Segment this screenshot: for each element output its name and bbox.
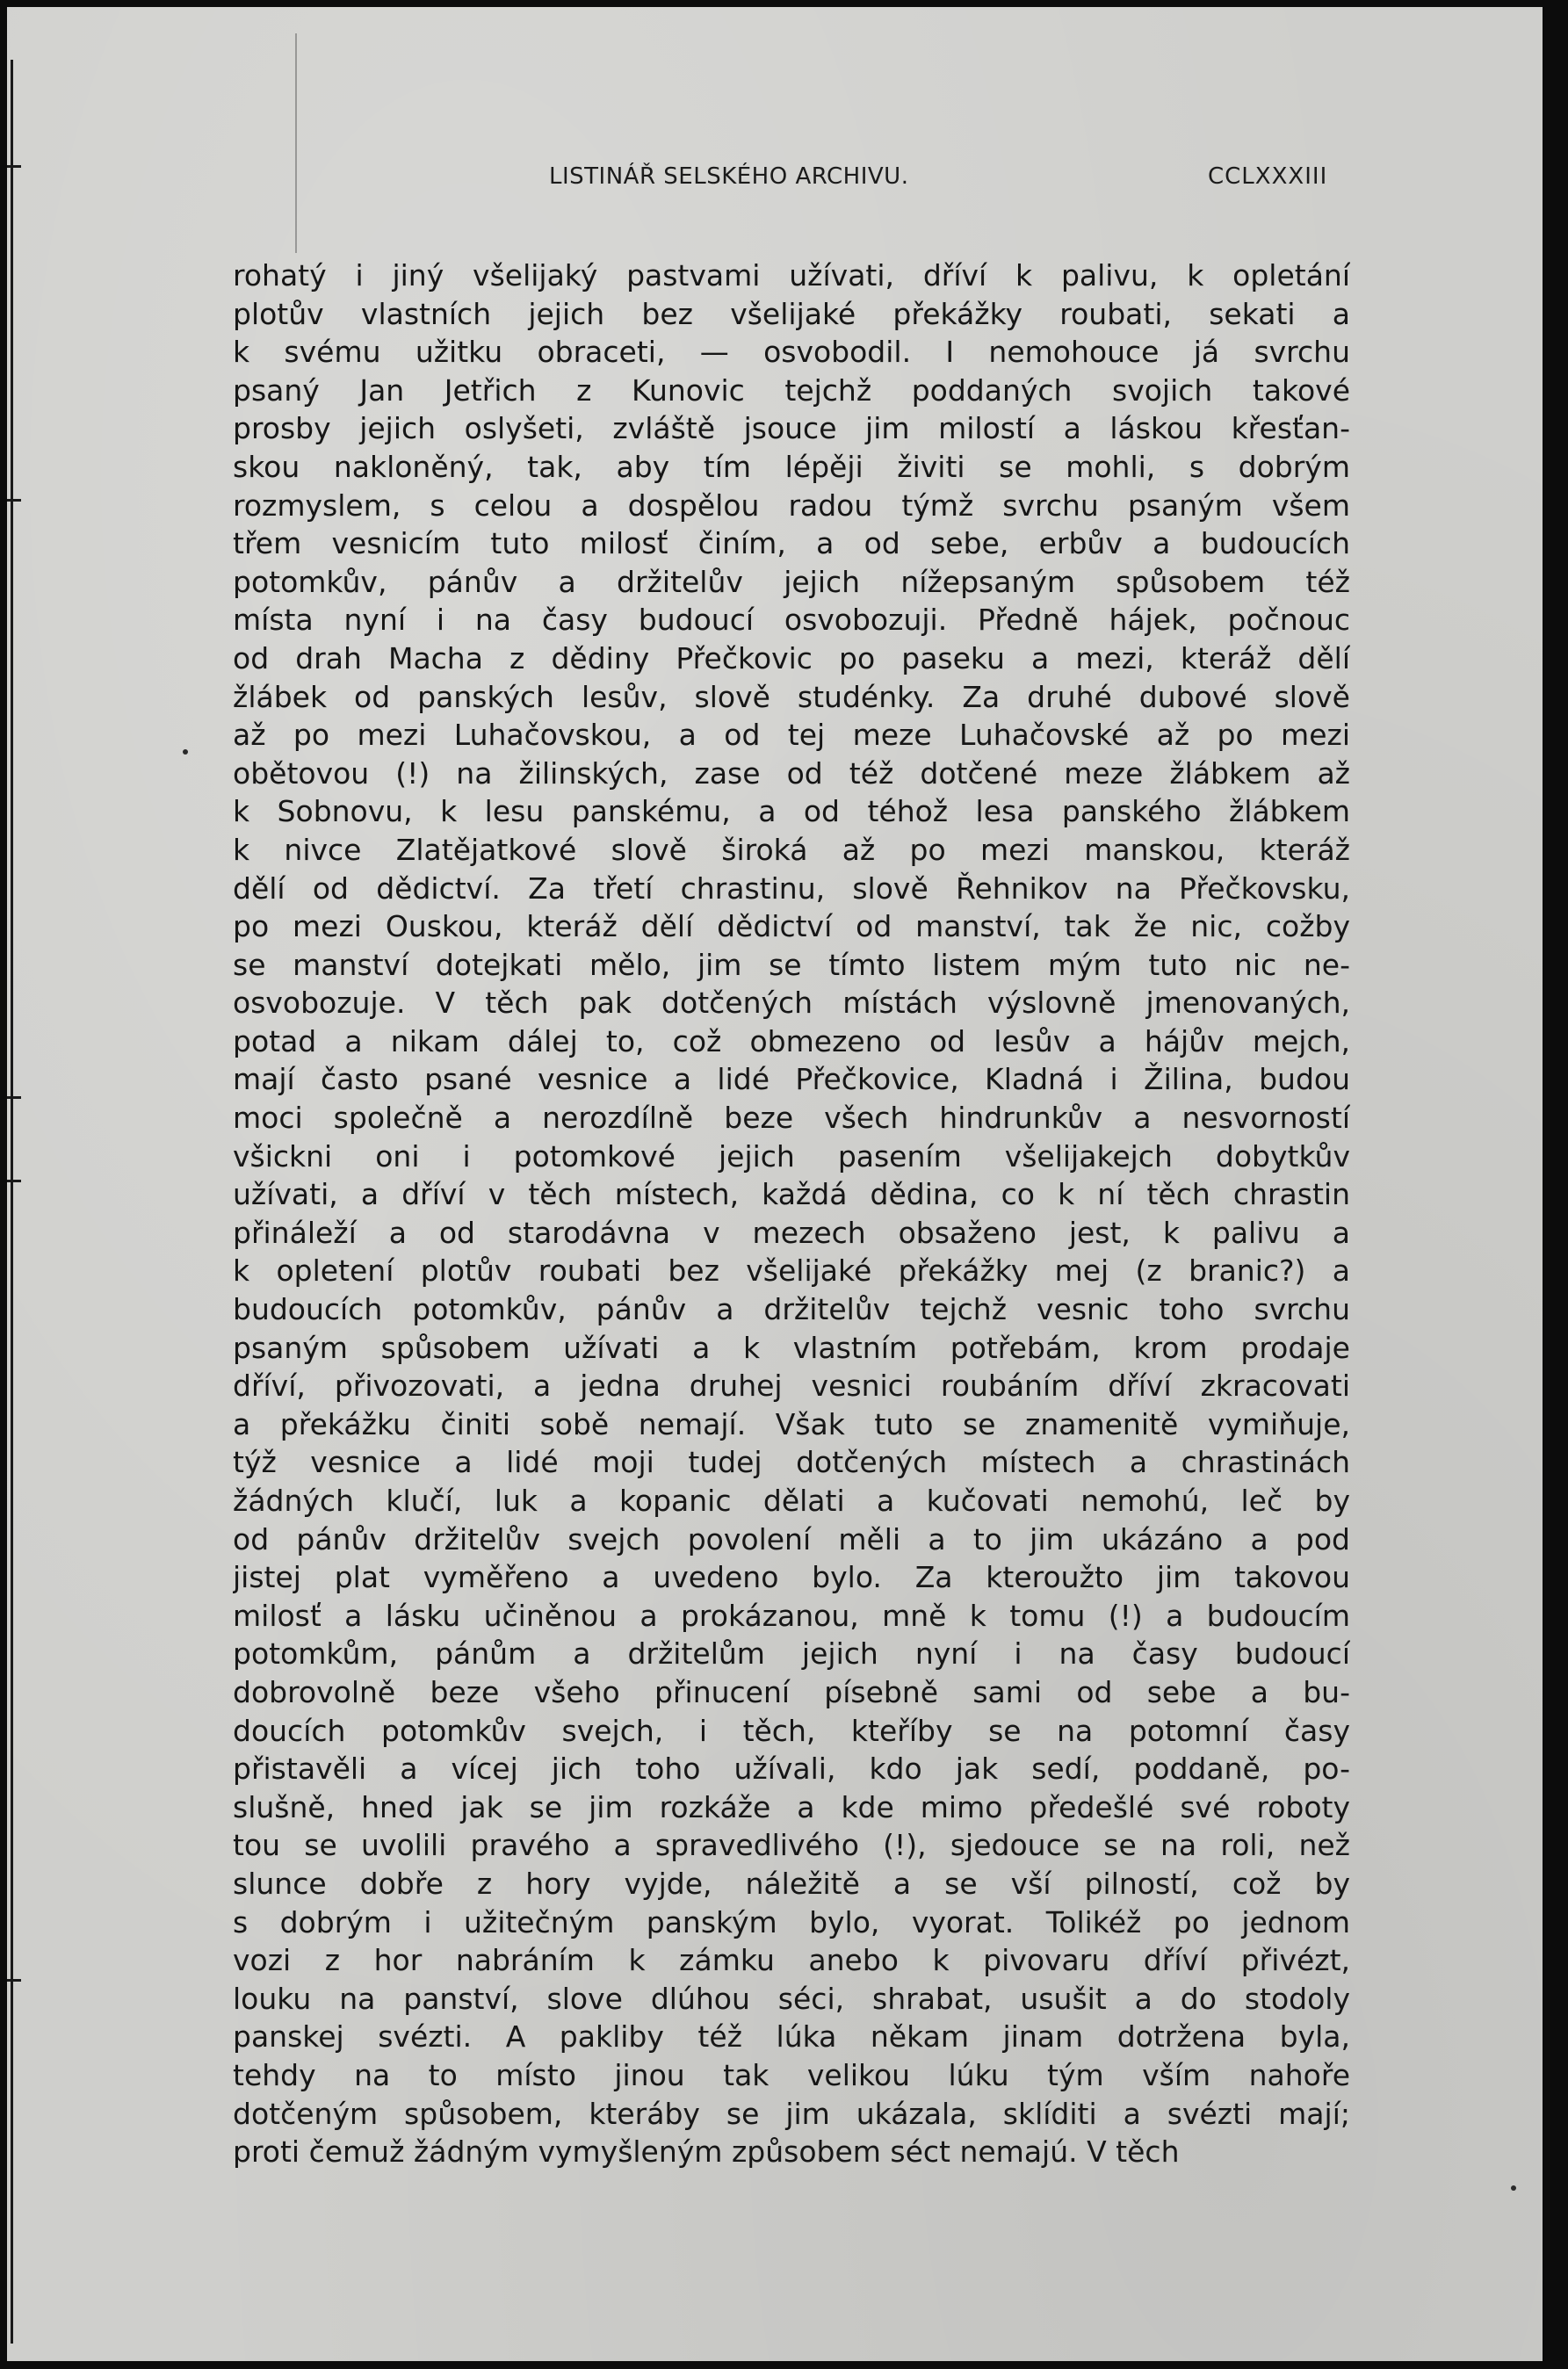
text-line: proti čemuž žádným vymyšleným způsobem séct nemajú. V těch [233,2134,1180,2170]
text-line: přistavěli a vícej jich toho užívali, kdo jak sedí, poddaně, po- [233,1751,1350,1787]
text-line: od drah Macha z dědiny Přečkovic po paseku a mezi, kteráž dělí [233,640,1350,675]
binding-mark [7,165,21,168]
text-line: k nivce Zlatějatkové slově široká až po mezi manskou, kteráž [233,832,1350,867]
text-line: týž vesnice a lidé moji tudej dotčených místech a chrastinách [233,1445,1350,1480]
text-line: psaný Jan Jetřich z Kunovic tejchž poddaných svojich takové [233,372,1350,408]
text-line: užívati, a dříví v těch místech, každá dědina, co k ní těch chrastin [233,1177,1350,1212]
text-line: dříví, přivozovati, a jedna druhej vesnici roubáním dříví zkracovati [233,1369,1350,1404]
body-text [233,256,1350,2171]
binding-mark [7,499,21,502]
text-line: místa nyní i na časy budoucí osvobozuji. Předně hájek, počnouc [233,603,1350,638]
text-line: potomkův, pánův a držitelův jejich nížepsaným spůsobem též [233,564,1350,599]
text-line: potomkům, pánům a držitelům jejich nyní i na časy budoucí [233,1636,1350,1672]
text-line: potad a nikam dálej to, což obmezeno od lesův a hájův mejch, [233,1023,1350,1058]
text-line: moci společně a nerozdílně beze všech hindrunkův a nesvorností [233,1101,1350,1136]
gutter-shadow [295,33,297,253]
text-line: osvobozuje. V těch pak dotčených místách výslovně jmenovaných, [233,986,1350,1021]
text-line: třem vesnicím tuto milosť činím, a od sebe, erbův a budoucích [233,526,1350,561]
page-number: CCLXXXIII [1208,163,1328,190]
text-line: louku na panství, slove dlúhou séci, shrabat, usušit a do stodoly [233,1981,1350,2016]
text-line: budoucích potomkův, pánův a držitelův tejchž vesnic toho svrchu [233,1292,1350,1327]
text-line: psaným spůsobem užívati a k vlastním potřebám, krom prodaje [233,1330,1350,1365]
text-line: mají často psané vesnice a lidé Přečkovice, Kladná i Žilina, budou [233,1062,1350,1097]
binding-mark [7,1180,21,1182]
text-line: k opletení plotův roubati bez všelijaké překážky mej (z branic?) a [233,1253,1350,1289]
running-title: LISTINÁŘ SELSKÉHO ARCHIVU. [549,163,909,190]
text-line: s dobrým i užitečným panským bylo, vyorat. Tolikéž po jednom [233,1904,1350,1939]
text-line: žlábek od panských lesův, slově studénky. Za druhé dubové slově [233,679,1350,714]
text-line: rozmyslem, s celou a dospělou radou týmž svrchu psaným všem [233,488,1350,523]
text-line: tou se uvolili pravého a spravedlivého (!), sjedouce se na roli, než [233,1828,1350,1863]
text-line: slunce dobře z hory vyjde, náležitě a se vší pilností, což by [233,1866,1350,1901]
text-line: tehdy na to místo jinou tak velikou lúku tým vším nahoře [233,2057,1350,2092]
text-line: až po mezi Luhačovskou, a od tej meze Luhačovské až po mezi [233,718,1350,753]
text-line: po mezi Ouskou, kteráž dělí dědictví od manství, tak že nic, cožby [233,909,1350,944]
ink-speck [183,749,188,755]
binding-edge [11,60,13,2344]
text-line: plotův vlastních jejich bez všelijaké překážky roubati, sekati a [233,296,1350,331]
text-line: k Sobnovu, k lesu panskému, a od téhož lesa panského žlábkem [233,794,1350,829]
text-line: žádných klučí, luk a kopanic dělati a kučovati nemohú, leč by [233,1484,1350,1518]
binding-mark [7,1979,21,1982]
text-line: skou nakloněný, tak, aby tím lépěji živiti se mohli, s dobrým [233,449,1350,484]
text-line: obětovou (!) na žilinských, zase od též dotčené meze žlábkem až [233,755,1350,791]
text-line: k svému užitku obraceti, — osvobodil. I nemohouce já svrchu [233,335,1350,370]
text-line: od pánův držitelův svejch povolení měli a to jim ukázáno a pod [233,1521,1350,1556]
text-line: se manství dotejkati mělo, jim se tímto listem mým tuto nic ne- [233,947,1350,982]
text-line: panskej svézti. A pakliby též lúka někam jinam dotržena byla, [233,2019,1350,2055]
text-line: všickni oni i potomkové jejich pasením všelijakejch dobytkův [233,1138,1350,1174]
text-line: jistej plat vyměřeno a uvedeno bylo. Za kteroužto jim takovou [233,1560,1350,1595]
text-line: prosby jejich oslyšeti, zvláště jsouce jim milostí a láskou křesťan- [233,411,1350,446]
text-line: vozi z hor nabráním k zámku anebo k pivovaru dříví přivézt, [233,1943,1350,1978]
text-line: slušně, hned jak se jim rozkáže a kde mimo předešlé své roboty [233,1789,1350,1824]
text-line: přináleží a od starodávna v mezech obsaženo jest, k palivu a [233,1215,1350,1250]
text-line: doucích potomkův svejch, i těch, kteříby se na potomní časy [233,1713,1350,1748]
binding-mark [7,1096,21,1099]
text-line: dotčeným spůsobem, kteráby se jim ukázala, sklíditi a svézti mají; [233,2096,1350,2131]
text-line: rohatý i jiný všelijaký pastvami užívati, dříví k palivu, k opletání [233,258,1350,293]
ink-speck [1511,2185,1516,2191]
text-line: dobrovolně beze všeho přinucení písebně sami od sebe a bu- [233,1674,1350,1709]
text-line: milosť a lásku učiněnou a prokázanou, mně k tomu (!) a budoucím [233,1598,1350,1633]
text-line: a překážku činiti sobě nemají. Však tuto se znamenitě vymiňuje, [233,1406,1350,1441]
text-line: dělí od dědictví. Za třetí chrastinu, slově Řehnikov na Přečkovsku, [233,870,1350,906]
